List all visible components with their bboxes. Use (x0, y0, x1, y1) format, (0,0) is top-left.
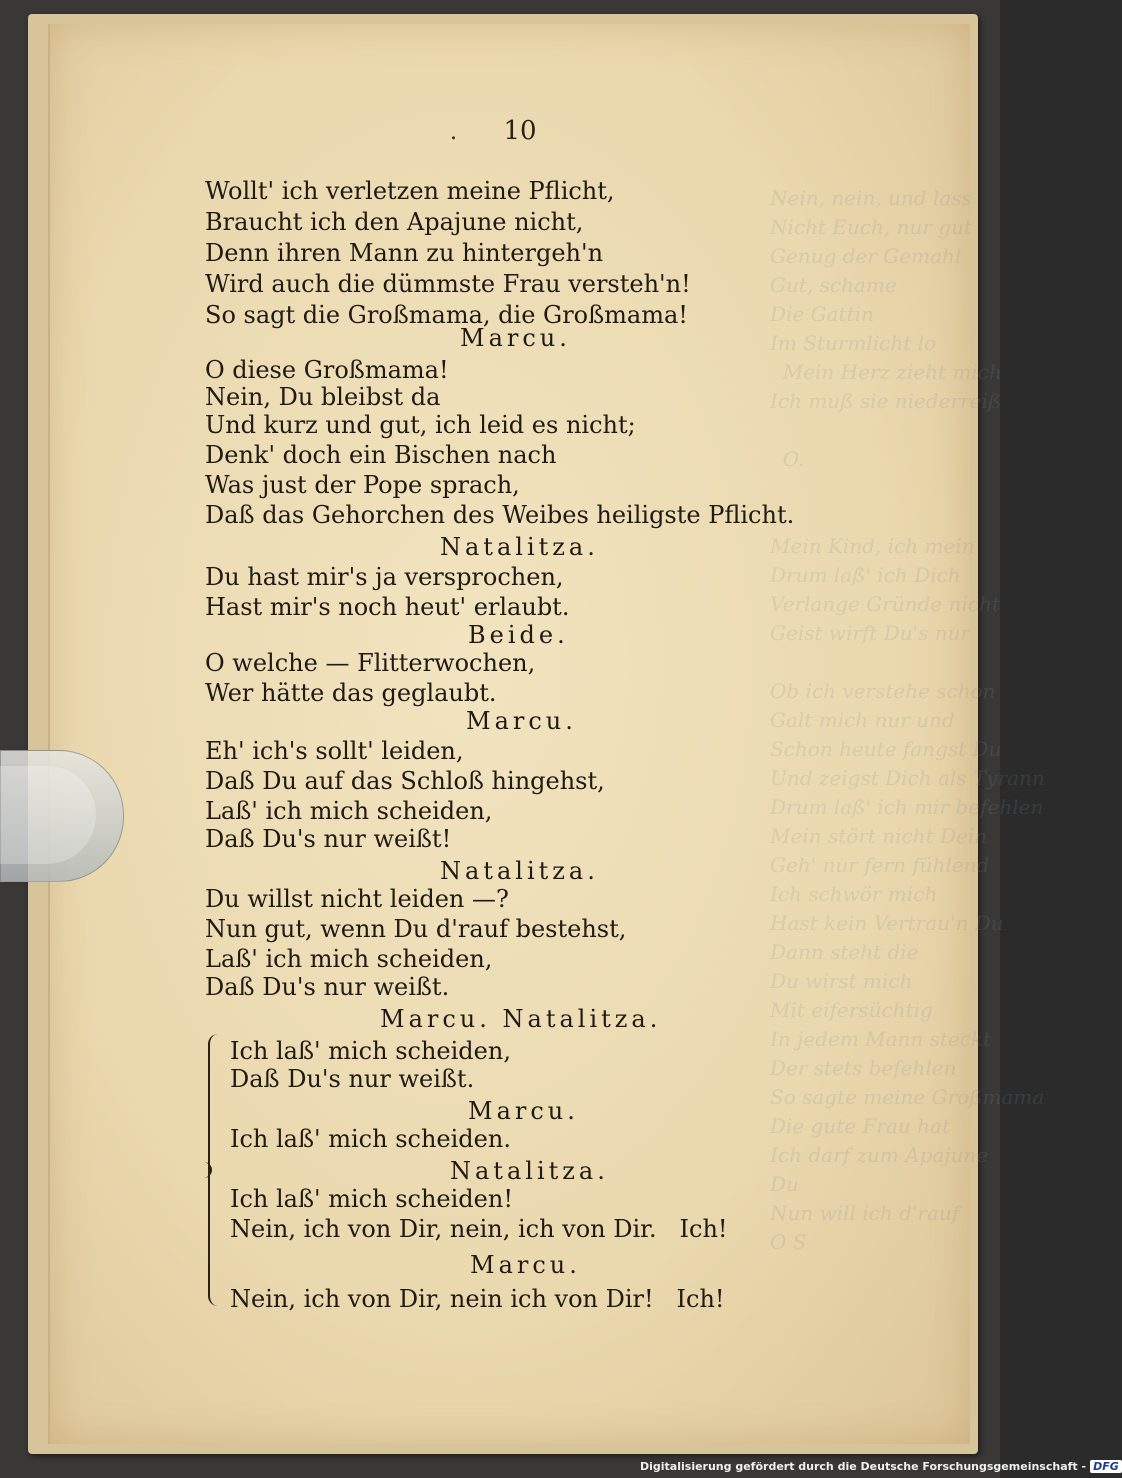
speaker-heading: Marcu. (466, 707, 577, 735)
verse-line: Hast mir's noch heut' erlaubt. (205, 593, 570, 621)
verse-line: Nein, Du bleibst da (205, 383, 441, 411)
verse-line: Laß' ich mich scheiden, (205, 797, 493, 825)
verse-line: Daß Du's nur weißt. (230, 1065, 475, 1093)
speaker-heading: Beide. (468, 621, 569, 649)
page-number-dot: . (450, 120, 457, 145)
verse-line: Eh' ich's sollt' leiden, (205, 737, 464, 765)
verse-line: Wollt' ich verletzen meine Pflicht, (205, 177, 615, 205)
speaker-heading: Marcu. (470, 1251, 581, 1279)
page-number: 10 (503, 116, 537, 146)
verse-line: Du willst nicht leiden —? (205, 885, 509, 913)
verse-line: Daß Du's nur weißt! (205, 825, 452, 853)
verse-line: O welche — Flitterwochen, (205, 649, 536, 677)
digitization-footer (640, 1456, 1122, 1476)
verse-line: Ich laß' mich scheiden! (230, 1185, 513, 1213)
verse-line: Wer hätte das geglaubt. (205, 679, 497, 707)
verse-line: O diese Großmama! (205, 356, 449, 384)
verse-line: Was just der Pope sprach, (205, 471, 520, 499)
speaker-heading: Natalitza. (440, 857, 599, 885)
verse-line: Und kurz und gut, ich leid es nicht; (205, 411, 636, 439)
verse-line: Laß' ich mich scheiden, (205, 945, 493, 973)
verse-line: Braucht ich den Apajune nicht, (205, 208, 584, 236)
verse-line: Nun gut, wenn Du d'rauf bestehst, (205, 915, 627, 943)
speaker-heading: Marcu. Natalitza. (380, 1005, 662, 1033)
verse-line: Wird auch die dümmste Frau versteh'n! (205, 270, 691, 298)
verse-line: Daß Du's nur weißt. (205, 973, 450, 1001)
verse-line: Du hast mir's ja versprochen, (205, 563, 564, 591)
speaker-heading: Natalitza. (440, 533, 599, 561)
speaker-heading: Natalitza. (450, 1157, 609, 1185)
speaker-heading: Marcu. (460, 324, 571, 352)
verse-line: Daß das Gehorchen des Weibes heiligste Pflicht. (205, 501, 795, 529)
verse-line: Denn ihren Mann zu hintergeh'n (205, 239, 604, 267)
verse-line: Daß Du auf das Schloß hingehst, (205, 767, 605, 795)
verse-line: Nein, ich von Dir, nein ich von Dir! Ich! (230, 1285, 725, 1313)
verse-line: So sagt die Großmama, die Großmama! (205, 301, 688, 329)
show-through-text: Nein, nein, und lass Nicht Euch, nur gut Genug der Gemahl Gut, schame Die Gattin Im Sturmlicht lo Mein Herz zieht mich Ich muß sie niederreiß O. Mein Kind, ich mein Drum laß' ich Dich Verlange Gründe nicht Geist wirft Du's nur Ob ich verstehe schon Galt mich nur und Schon heute fangst Du Und zeigst Dich als Tyrann Drum laß' ich mir befehlen Mein stört nicht Dein Geh' nur fern fühlend Ich schwör mich Hast kein Vertrau'n Du Dann steht die Du wirst mich Mit eifersüchtig In jedem Mann steckt Der stets befehlen So sagte meine Großmama Die gute Frau hat Ich darf zum Apajune Du Nun will ich d'rauf O S (770, 186, 1045, 1254)
verse-line: Nein, ich von Dir, nein, ich von Dir. Ich! (230, 1215, 728, 1243)
verse-line: Denk' doch ein Bischen nach (205, 441, 557, 469)
verse-line: Ich laß' mich scheiden, (230, 1037, 511, 1065)
dfg-logo: DFG (1090, 1460, 1122, 1473)
verse-line: Ich laß' mich scheiden. (230, 1125, 511, 1153)
speaker-heading: Marcu. (468, 1097, 579, 1125)
footer-text: Digitalisierung gefördert durch die Deutsche Forschungsgemeinschaft - (640, 1459, 1087, 1473)
